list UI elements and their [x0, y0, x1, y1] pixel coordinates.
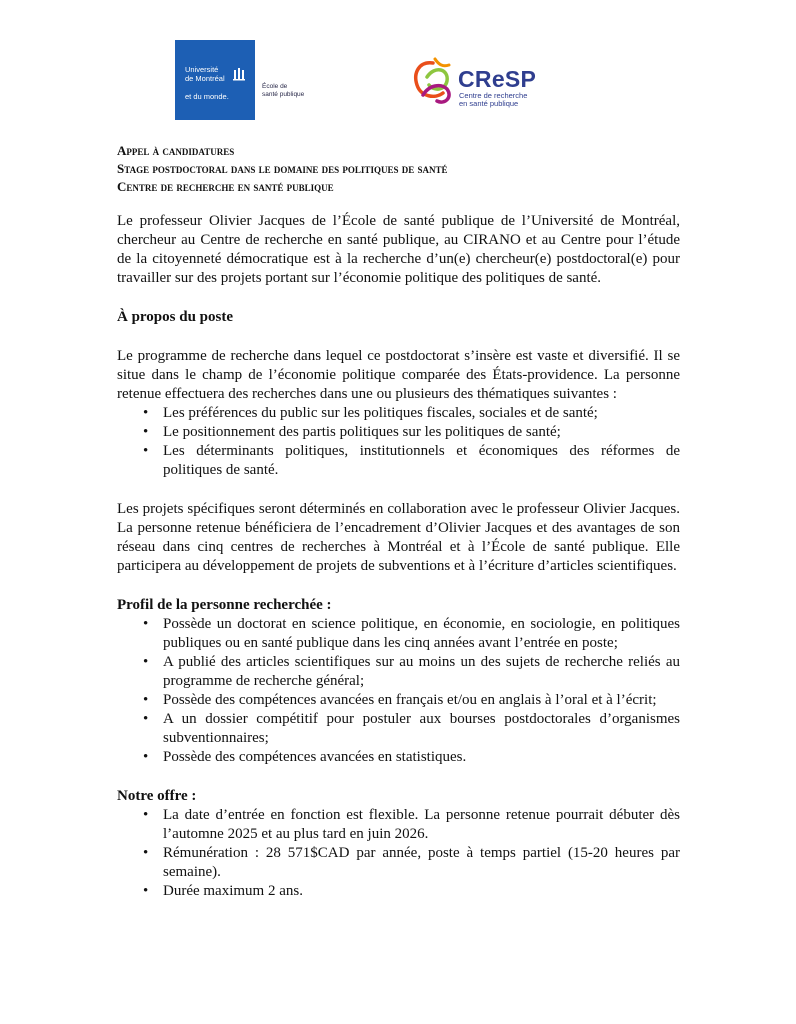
profile-item-text: Possède des compétences avancées en français et/ou en anglais à l’oral et à l’écrit; — [163, 692, 657, 708]
about-paragraph: Le programme de recherche dans lequel ce postdoctorat s’insère est vaste et diversifié. Il se situe dans le champ de l’économie politique comparée des États-providence. La personne retenue effectuera des recherches dans une ou plusieurs des thématiques suivantes : — [117, 348, 680, 402]
heading-line3: Centre de recherche en santé publique — [117, 179, 334, 194]
list-item — [143, 806, 680, 844]
list-item — [143, 882, 680, 901]
udem-building-icon — [233, 67, 247, 81]
bullet-icon: • — [143, 616, 149, 632]
bullet-icon: • — [143, 749, 149, 765]
udem-logo — [175, 40, 255, 120]
profile-section-title: Profil de la personne recherchée : — [117, 597, 332, 613]
list-item — [143, 653, 680, 691]
cresp-line1: Centre de recherche — [459, 91, 528, 100]
esp-line1: École de — [262, 83, 288, 90]
bullet-icon: • — [143, 654, 149, 670]
udem-name-line2: de Montréal — [185, 73, 225, 83]
profile-item-text: Possède des compétences avancées en statistiques. — [163, 749, 467, 765]
list-item — [143, 691, 680, 710]
theme-item-text: Le positionnement des partis politiques sur les politiques de santé; — [163, 424, 561, 440]
cresp-line2: en santé publique — [459, 99, 519, 108]
bullet-icon: • — [143, 711, 149, 727]
list-item — [143, 615, 680, 653]
heading-line2: Stage postdoctoral dans le domaine des politiques de santé — [117, 161, 448, 176]
document-body — [117, 212, 680, 901]
bullet-icon: • — [143, 405, 149, 421]
list-item — [143, 442, 680, 480]
heading-line1: Appel à candidatures — [117, 143, 235, 158]
offer-item-text: Rémunération : 28 571$CAD par année, poste à temps partiel (15-20 heures par semaine). — [163, 845, 680, 880]
theme-item-text: Les préférences du public sur les politiques fiscales, sociales et de santé; — [163, 405, 598, 421]
cresp-logo-icon — [409, 55, 457, 107]
offer-list — [117, 806, 680, 901]
cresp-acronym: CReSP — [458, 66, 537, 92]
theme-item-text: Les déterminants politiques, institutionnels et économiques des réformes de politiques de santé. — [163, 443, 680, 478]
document-heading — [117, 142, 447, 196]
bullet-icon: • — [143, 692, 149, 708]
profile-item-text: A un dossier compétitif pour postuler aux bourses postdoctorales d’organismes subventionnaires; — [163, 711, 680, 746]
cresp-subtitle — [459, 92, 527, 108]
profile-item-text: A publié des articles scientifiques sur au moins un des sujets de recherche reliés au programme de recherche général; — [163, 654, 680, 689]
offer-item-text: La date d’entrée en fonction est flexible. La personne retenue pourrait débuter dès l’automne 2025 et au plus tard en juin 2026. — [163, 807, 680, 842]
offer-section-title: Notre offre : — [117, 788, 197, 804]
intro-paragraph: Le professeur Olivier Jacques de l’École de santé publique de l’Université de Montréal, chercheur au Centre de recherche en santé publique, au CIRANO et au Centre pour l’étude de la citoyenneté démocratique est à la recherche d’un(e) chercheur(e) postdoctoral(e) pour travailler sur des projets portant sur l’économie politique des politiques de santé. — [117, 213, 680, 286]
list-item — [143, 748, 680, 767]
esp-line2: santé publique — [262, 90, 305, 98]
profile-list — [117, 615, 680, 767]
list-item — [143, 844, 680, 882]
projects-paragraph: Les projets spécifiques seront déterminés en collaboration avec le professeur Olivier Jacques. La personne retenue bénéficiera de l’encadrement d’Olivier Jacques et des avantages de son réseau dans cinq centres de recherches à Montréal et à l’École de santé publique. Elle participera au développement de projets de subventions et à l’écriture d’articles scientifiques. — [117, 501, 680, 574]
bullet-icon: • — [143, 845, 149, 861]
udem-logo-name — [185, 66, 225, 83]
bullet-icon: • — [143, 807, 149, 823]
themes-list — [117, 404, 680, 480]
bullet-icon: • — [143, 883, 149, 899]
udem-name-line1: Université — [185, 65, 219, 74]
udem-tagline: et du monde. — [185, 92, 229, 101]
bullet-icon: • — [143, 424, 149, 440]
list-item — [143, 404, 680, 423]
offer-item-text: Durée maximum 2 ans. — [163, 883, 303, 899]
about-section-title: À propos du poste — [117, 309, 234, 325]
profile-item-text: Possède un doctorat en science politique, en économie, en sociologie, en politiques publiques ou en santé publique dans les cinq années avant l’entrée en poste; — [163, 616, 680, 651]
list-item — [143, 423, 680, 442]
list-item — [143, 710, 680, 748]
bullet-icon: • — [143, 443, 149, 459]
esp-logo-text — [262, 83, 304, 98]
